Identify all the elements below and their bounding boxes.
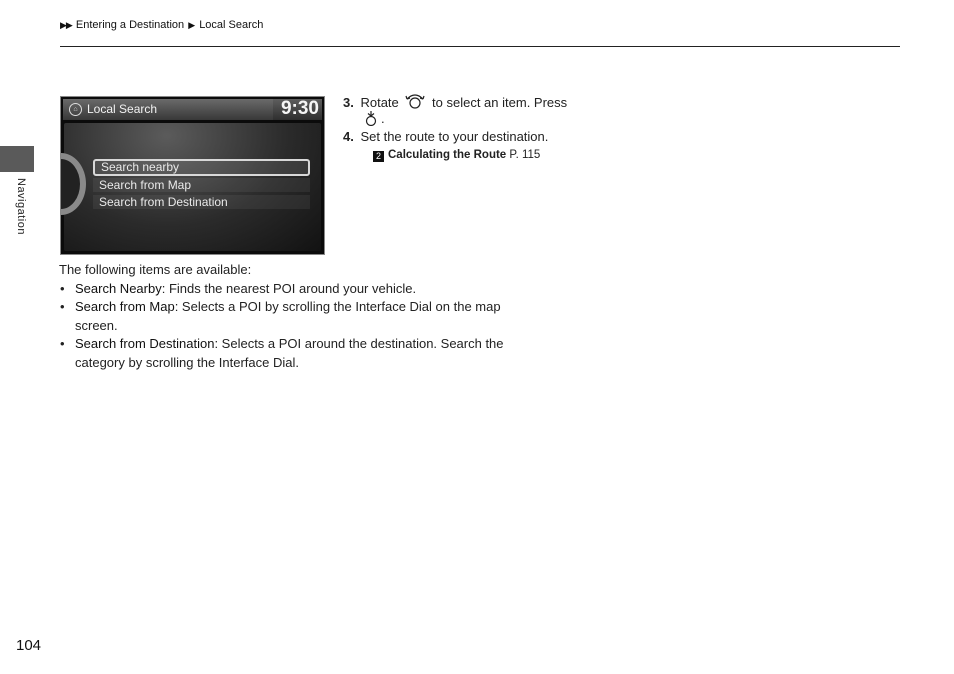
rotate-dial-icon [404,92,426,113]
section-tab-marker [0,146,34,172]
step-3-period: . [381,111,385,126]
screen-clock: 9:30 [280,98,319,119]
item-list [59,280,559,373]
list-item-desc-continued: category by scrolling the Interface Dial. [75,354,299,370]
screen-menu-area [64,123,321,251]
reference-title[interactable]: Calculating the Route [388,149,507,161]
home-icon: ⌂ [69,103,82,116]
intro-text: The following items are available: [59,262,252,277]
screen-title: Local Search [87,102,158,116]
list-item [59,298,559,335]
breadcrumb-item-entering-destination[interactable]: Entering a Destination [75,19,185,31]
menu-item-search-from-map[interactable]: Search from Map [93,178,310,192]
dial-graphic-icon [60,153,86,215]
list-item-term: Search from Map [75,299,175,314]
page-number: 104 [16,637,42,654]
breadcrumb-arrows: ▶▶ [60,20,72,30]
description-text [59,261,559,372]
list-item-desc: : Finds the nearest POI around your vehicle. [161,280,417,296]
list-item-term: Search from Destination [75,336,215,351]
cross-reference[interactable] [373,149,540,162]
breadcrumb [60,19,263,31]
step-3-line-2 [361,110,385,129]
breadcrumb-separator: ▶ [188,20,196,30]
list-item-term: Search Nearby [75,280,162,296]
step-4 [343,129,548,144]
list-item [59,335,559,372]
step-text: Rotate [360,95,399,110]
menu-item-search-nearby[interactable]: Search nearby [93,159,310,176]
reference-page: P. 115 [509,149,541,161]
section-label: Navigation [15,178,27,235]
reference-arrow-icon: 2 [373,151,384,162]
list-item-desc: : Selects a POI around the destination. Search the [214,336,504,351]
press-dial-icon [363,110,379,129]
step-number: 4. [343,129,354,144]
step-number: 3. [343,95,354,110]
screen-header [63,99,322,120]
step-text-continued: to select an item. Press [432,95,568,110]
nav-screen-image [60,96,325,255]
menu-item-search-from-destination[interactable]: Search from Destination [93,195,310,209]
header-divider [60,46,900,47]
list-item [59,280,559,299]
breadcrumb-item-local-search[interactable]: Local Search [199,19,264,31]
list-item-desc: : Selects a POI by scrolling the Interface Dial on the map [174,299,501,314]
step-text: Set the route to your destination. [360,129,549,144]
list-item-desc-continued: screen. [75,317,118,333]
